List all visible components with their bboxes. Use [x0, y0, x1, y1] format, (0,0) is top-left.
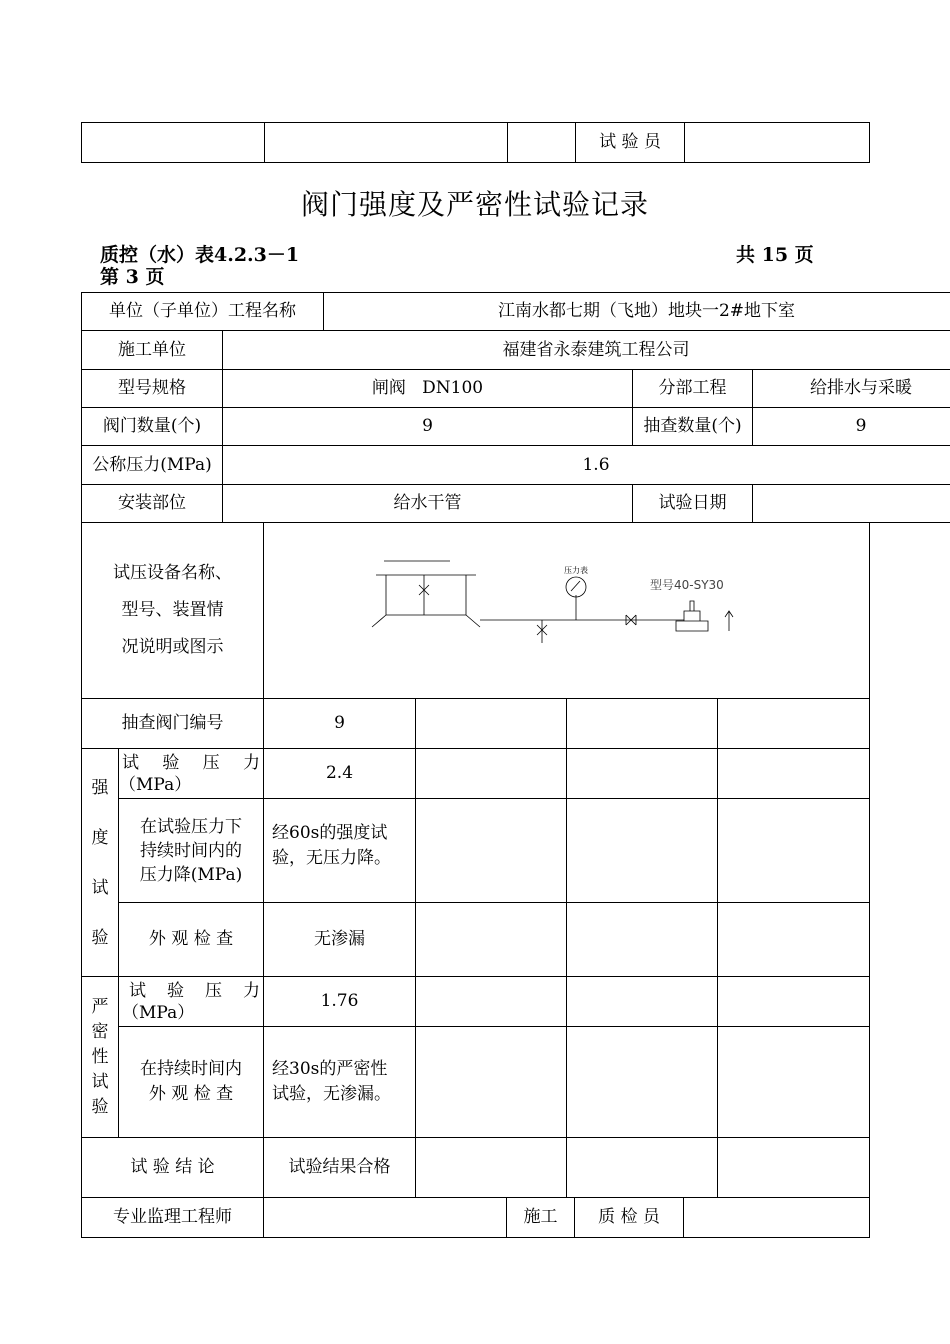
- top-signature-table: [81, 122, 870, 163]
- top-blank-cell-3: [508, 123, 576, 163]
- conclusion-label: 试 验 结 论: [82, 1138, 264, 1198]
- inspector-value[interactable]: [684, 1198, 870, 1238]
- conclusion-blank-3[interactable]: [718, 1138, 870, 1198]
- strength-drop-value[interactable]: [264, 799, 416, 903]
- valve-no-blank-1[interactable]: [416, 699, 567, 749]
- gauge-label: 压力表: [564, 566, 588, 575]
- form-code: [100, 244, 299, 288]
- tightness-pressure-label-line-2: （MPa）: [122, 1002, 195, 1023]
- strength-drop-label: [119, 799, 264, 903]
- pressure-label: 公称压力(MPa): [82, 446, 223, 485]
- tightness-char-4: 试: [91, 1071, 109, 1092]
- tightness-pressure-label: [119, 977, 264, 1027]
- tightness-result-blank-2[interactable]: [567, 1027, 718, 1138]
- conclusion-value[interactable]: 试验结果合格: [264, 1138, 416, 1198]
- inline-valve-icon: [537, 620, 547, 643]
- pump-outline: [676, 601, 708, 631]
- valve-count-label: 阀门数量(个): [82, 408, 223, 446]
- form-title: 阀门强度及严密性试验记录: [300, 188, 649, 221]
- inspector-label: 质 检 员: [575, 1198, 684, 1238]
- strength-drop-label-line-2: 持续时间内的: [140, 840, 242, 861]
- tightness-result-line-2: 试验，无渗漏。: [272, 1084, 391, 1104]
- equipment-label-line-3: 况说明或图示: [121, 637, 224, 657]
- tightness-char-3: 性: [91, 1046, 109, 1067]
- strength-appearance-blank-2[interactable]: [567, 903, 718, 977]
- strength-drop-value-line-2: 验，无压力降。: [272, 848, 391, 868]
- tightness-appearance-label-line-2: 外 观 检 查: [148, 1084, 234, 1104]
- equipment-diagram-cell: [264, 523, 870, 699]
- strength-drop-label-line-1: 在试验压力下: [140, 816, 242, 837]
- strength-pressure-blank-3[interactable]: [718, 749, 870, 799]
- footer-signature-table: [81, 1197, 870, 1238]
- strength-drop-blank-3[interactable]: [718, 799, 870, 903]
- tightness-appearance-label: [119, 1027, 264, 1138]
- gauge-needle: [571, 581, 580, 591]
- strength-pressure-label-line-1: 试 验 压 力: [122, 752, 260, 773]
- tightness-pressure-value[interactable]: 1.76: [264, 977, 416, 1027]
- pressure-gauge-icon: [566, 577, 586, 597]
- strength-char-4: 验: [91, 927, 109, 948]
- tightness-pressure-blank-3[interactable]: [718, 977, 870, 1027]
- pressure-value[interactable]: 1.6: [223, 446, 950, 485]
- test-date-value[interactable]: [753, 485, 950, 523]
- form-code-text: 质控（水）表4.2.3－1: [100, 244, 300, 266]
- tank-left-leg: [372, 615, 386, 627]
- pump-model-label: 型号40-SY30: [650, 578, 724, 592]
- page-total: 共 15 页: [736, 244, 814, 266]
- tightness-char-5: 验: [91, 1096, 109, 1117]
- strength-char-2: 度: [91, 827, 109, 848]
- valve-count-value[interactable]: 9: [223, 408, 633, 446]
- strength-appearance-blank-3[interactable]: [718, 903, 870, 977]
- tightness-result-line-1: 经30s的严密性: [272, 1059, 388, 1079]
- tightness-pressure-label-line-1: 试 验 压 力: [129, 980, 260, 1001]
- tightness-appearance-label-line-1: 在持续时间内: [140, 1059, 242, 1079]
- valve-no-label: 抽查阀门编号: [82, 699, 264, 749]
- contractor-value[interactable]: 福建省永泰建筑工程公司: [223, 331, 950, 370]
- supervisor-label: 专业监理工程师: [82, 1198, 264, 1238]
- test-setup-diagram: [264, 523, 868, 698]
- subproject-label: 分部工程: [633, 370, 753, 408]
- tightness-result-blank-1[interactable]: [416, 1027, 567, 1138]
- tightness-pressure-blank-2[interactable]: [567, 977, 718, 1027]
- equipment-label-line-2: 型号、装置情: [121, 600, 224, 620]
- model-label: 型号规格: [82, 370, 223, 408]
- conclusion-blank-1[interactable]: [416, 1138, 567, 1198]
- strength-pressure-value[interactable]: 2.4: [264, 749, 416, 799]
- test-table: [81, 522, 870, 1198]
- strength-pressure-blank-1[interactable]: [416, 749, 567, 799]
- location-label: 安装部位: [82, 485, 223, 523]
- info-table: [81, 292, 950, 523]
- strength-drop-value-line-1: 经60s的强度试: [272, 823, 388, 843]
- equipment-label: [82, 523, 264, 699]
- strength-appearance-label: 外 观 检 查: [119, 903, 264, 977]
- tightness-char-2: 密: [91, 1021, 109, 1042]
- strength-test-side-label: [82, 749, 119, 977]
- strength-appearance-value[interactable]: 无渗漏: [264, 903, 416, 977]
- strength-appearance-blank-1[interactable]: [416, 903, 567, 977]
- project-name-value[interactable]: 江南水都七期（飞地）地块一2#地下室: [324, 293, 950, 331]
- strength-char-1: 强: [91, 777, 109, 798]
- tank-right-leg: [466, 615, 480, 627]
- valve-no-blank-2[interactable]: [567, 699, 718, 749]
- equipment-label-line-1: 试压设备名称、: [113, 563, 232, 583]
- top-blank-cell-1: [82, 123, 265, 163]
- tester-value[interactable]: [685, 123, 870, 163]
- project-name-label: 单位（子单位）工程名称: [82, 293, 324, 331]
- strength-drop-blank-1[interactable]: [416, 799, 567, 903]
- sample-count-label: 抽查数量(个): [633, 408, 753, 446]
- tightness-test-side-label: [82, 977, 119, 1138]
- strength-drop-label-line-3: 压力降(MPa): [139, 864, 243, 885]
- tightness-char-1: 严: [91, 996, 109, 1017]
- top-blank-cell-2: [265, 123, 508, 163]
- model-value[interactable]: 闸阀 DN100: [223, 370, 633, 408]
- strength-pressure-label-line-2: （MPa）: [119, 774, 192, 795]
- subproject-value[interactable]: 给排水与采暖: [753, 370, 950, 408]
- tightness-pressure-blank-1[interactable]: [416, 977, 567, 1027]
- contractor-label: 施工单位: [82, 331, 223, 370]
- pump-arrow-icon: [725, 611, 733, 631]
- supervisor-value[interactable]: [264, 1198, 507, 1238]
- conclusion-blank-2[interactable]: [567, 1138, 718, 1198]
- tightness-result-blank-3[interactable]: [718, 1027, 870, 1138]
- strength-pressure-label: [119, 749, 264, 799]
- page-current: 第 3 页: [100, 266, 165, 288]
- construction-label: 施工: [507, 1198, 575, 1238]
- test-date-label: 试验日期: [633, 485, 753, 523]
- location-value[interactable]: 给水干管: [223, 485, 633, 523]
- sample-count-value[interactable]: 9: [753, 408, 950, 446]
- strength-pressure-blank-2[interactable]: [567, 749, 718, 799]
- valve-no-value[interactable]: 9: [264, 699, 416, 749]
- strength-drop-blank-2[interactable]: [567, 799, 718, 903]
- strength-char-3: 试: [91, 877, 109, 898]
- tester-label: 试 验 员: [576, 123, 685, 163]
- valve-no-blank-3[interactable]: [718, 699, 870, 749]
- tightness-result-value[interactable]: [264, 1027, 416, 1138]
